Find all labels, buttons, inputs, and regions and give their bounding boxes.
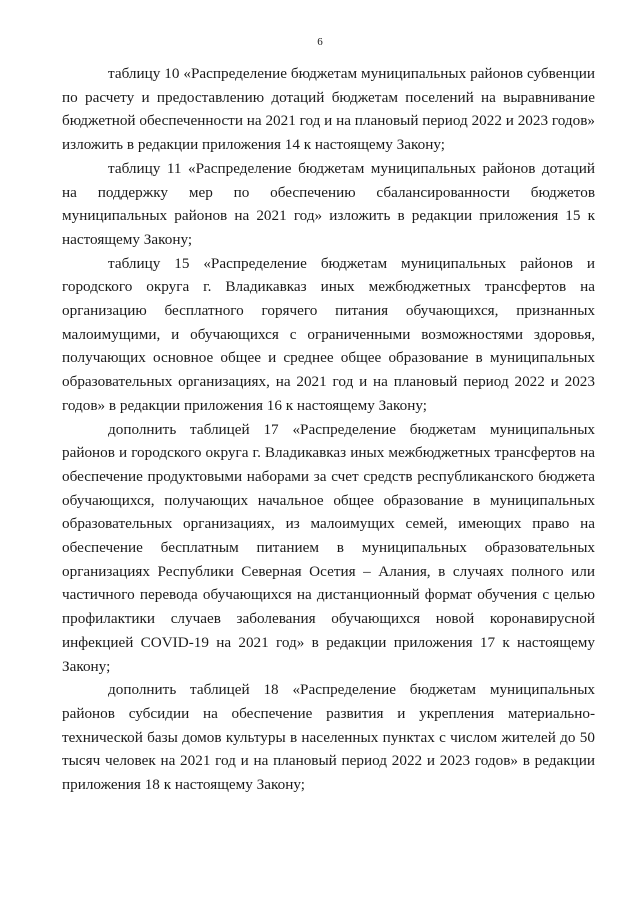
paragraph-table-10: таблицу 10 «Распределение бюджетам муниципальных районов субвенции по расчету и предоставлению дотаций бюджетам поселений на выравнивание бюджетной обеспеченности на 2021 год и на плановый период 2022 и 2023 годов» изложить в редакции приложения 14 к настоящему Закону; bbox=[62, 65, 595, 154]
paragraph-table-11: таблицу 11 «Распределение бюджетам муниципальных районов дотаций на поддержку мер по обеспечению сбалансированности бюджетов муниципальных районов на 2021 год» изложить в редакции приложения 15 к настоящему Закону; bbox=[62, 159, 595, 248]
page-number: 6 bbox=[317, 36, 323, 48]
paragraph-table-15: таблицу 15 «Распределение бюджетам муниципальных районов и городского округа г. Владикавказ иных межбюджетных трансфертов на организацию бесплатного горячего питания обучающихся, признанных малоимущими, и обучающихся с ограниченными возможностями здоровья, получающих основное общее и среднее общее образование в муниципальных образовательных организациях, на 2021 год и на плановый период 2022 и 2023 годов» в редакции приложения 16 к настоящему Закону; bbox=[62, 254, 595, 414]
paragraph-table-18: дополнить таблицей 18 «Распределение бюджетам муниципальных районов субсидии на обеспечение развития и укрепления материально-технической базы домов культуры в населенных пунктах с числом жителей до 50 тысяч человек на 2021 год и на плановый период 2022 и 2023 годов» в редакции приложения 18 к настоящему Закону; bbox=[62, 681, 595, 794]
paragraph-table-17: дополнить таблицей 17 «Распределение бюджетам муниципальных районов и городского округа г. Владикавказ иных межбюджетных трансфертов на обеспечение продуктовыми наборами за счет средств республиканского бюджета обучающихся, получающих начальное общее образование в муниципальных образовательных организациях, из малоимущих семей, имеющих право на обеспечение бесплатным питанием в муниципальных образовательных организациях Республики Северная Осетия – Алания, в случаях полного или частичного перевода обучающихся на дистанционный формат обучения с целью профилактики случаев заболевания обучающихся новой коронавирусной инфекцией COVID-19 на 2021 год» в редакции приложения 17 к настоящему Закону; bbox=[62, 420, 595, 675]
document-body bbox=[62, 62, 595, 797]
